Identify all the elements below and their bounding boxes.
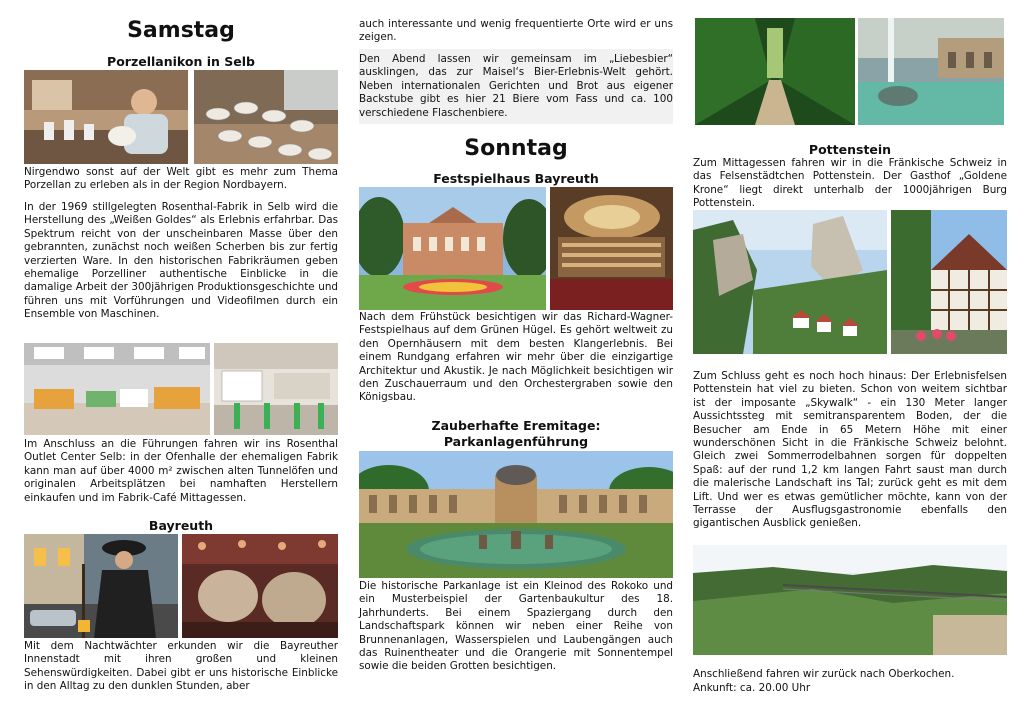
pottenstein-intro: Zum Mittagessen fahren wir in die Fränkische Schweiz in das Felsenstädtchen Pottenstein. Der Gasthof „Goldene Krone“ liegt direkt unterhalb der 1000jährigen Burg Pottenstein. xyxy=(693,157,1007,210)
day-heading-samstag: Samstag xyxy=(127,18,235,43)
bayreuth-continuation: auch interessante und wenig frequentierte Orte wird er uns zeigen. xyxy=(359,18,673,44)
photo-skywalk xyxy=(693,545,1007,655)
abend-description: Den Abend lassen wir gemeinsam im „Liebesbier“ ausklingen, das zur Maisel‘s Bier-Erlebnis-Welt gehört. Neben internationalen Gerichten und Brot aus eigener Backstube gibt es hier 21 Biere vom Fass und ca. 100 verschiedene Flaschenbiere. xyxy=(359,53,673,119)
photo-porzellan-molds xyxy=(194,70,338,164)
photo-laubengang xyxy=(695,18,855,125)
photo-brauerei-kessel xyxy=(182,534,338,638)
photo-fabrik-cafe xyxy=(214,343,338,435)
outlet-description: Im Anschluss an die Führungen fahren wir ins Rosenthal Outlet Center Selb: in der Ofenhalle der ehemaligen Fabrik kann man auf über 4000 m² zwischen alten Tunnelöfen und originalen Arbeitsplätzen bei namhaften Herstellern einkaufen und im Fabrik-Café Mittagessen. xyxy=(24,438,338,504)
photo-festspielhaus-interior xyxy=(550,187,673,310)
day-heading-sonntag: Sonntag xyxy=(464,136,568,161)
photo-festspielhaus-exterior xyxy=(359,187,546,310)
section-title-festspielhaus: Festspielhaus Bayreuth xyxy=(433,171,599,186)
section-title-porzellanikon: Porzellanikon in Selb xyxy=(107,54,255,69)
section-title-eremitage-line2: Parkanlagenführung xyxy=(443,434,589,449)
festspielhaus-body: Nach dem Frühstück besichtigen wir das Richard-Wagner-Festspielhaus auf dem Grünen Hügel. Es gehört weltweit zu den Opernhäusern mit dem besten Klangerlebnis. Bei einem Rundgang erfahren wir mehr über die einzigartige Architektur und Akustik. Je nach Möglichkeit besichtigen wir den Zuschauerraum und den Orchestergraben sowie den Königsbau. xyxy=(359,311,673,404)
photo-nachtwaechter xyxy=(24,534,178,638)
photo-porzellan-worker xyxy=(24,70,188,164)
bayreuth-body: Mit dem Nachtwächter erkunden wir die Bayreuther Innenstadt mit ihren großen und kleinen Sehenswürdigkeiten. Dabei gibt er uns historische Einblicke in den Alltag zu den dunklen Stunden, aber xyxy=(24,640,338,693)
section-title-eremitage-line1: Zauberhafte Eremitage: xyxy=(431,418,601,433)
porzellanikon-body: In der 1969 stillgelegten Rosenthal-Fabrik in Selb wird die Herstellung des „Weißen Goldes“ als Erlebnis erfahrbar. Das Spektrum reicht von der unscheinbaren Masse über den gebrannten, zunächst noch weißen Scherben bis zur fertig verzierten Ware. In den historischen Fabrikräumen geben ehemalige Porzelliner authentische Einblicke in die damalige Arbeit der 300jährigen Produktionsgeschichte und führen uns mit Vorführungen und Videofilmen durch ein Ensemble von Maschinen. xyxy=(24,201,338,321)
ankunft-text: Ankunft: ca. 20.00 Uhr xyxy=(693,682,811,694)
porzellanikon-intro: Nirgendwo sonst auf der Welt gibt es mehr zum Thema Porzellan zu erleben als in der Region Nordbayern. xyxy=(24,166,338,192)
photo-grotte-brunnen xyxy=(858,18,1004,125)
photo-pottenstein-felsen xyxy=(693,210,887,354)
rueckfahrt-text: Anschließend fahren wir zurück nach Oberkochen. xyxy=(693,668,955,680)
section-title-pottenstein: Pottenstein xyxy=(808,142,892,157)
section-title-bayreuth: Bayreuth xyxy=(148,518,214,533)
photo-eremitage-orangerie xyxy=(359,451,673,578)
photo-gasthof-goldene-krone xyxy=(891,210,1007,354)
eremitage-body: Die historische Parkanlage ist ein Kleinod des Rokoko und ein Musterbeispiel der Gartenbaukultur des 18. Jahrhunderts. Bei einem Spaziergang durch den Landschaftspark können wir neben einer Reihe von Brunnenanlagen, Wasserspielen und Laubengängen auch das Ruinentheater und die Orangerie mit Sonnentempel sowie die beiden Grotten besichtigen. xyxy=(359,580,673,673)
photo-outlet-center xyxy=(24,343,210,435)
skywalk-description: Zum Schluss geht es noch hoch hinaus: Der Erlebnisfelsen Pottenstein hat viel zu bieten. Schon von weitem sichtbar ist der imposante „Skywalk“ - ein 130 Meter langer Aussichtssteg mit semitransparentem Boden, der die Besucher am Ende in 65 Metern Höhe mit einer wunderschönen Sicht in die Fränkische Schweiz belohnt. Gleich zwei Sommerrodelbahnen sorgen für doppelten Spaß: auf der rund 1,2 km langen Fahrt saust man durch die malerische Landschaft ins Tal; zurück geht es mit dem Lift. Und wer es etwas gemütlicher möchte, kann von der Terrasse der Ausflugsgastronomie ebenfalls den gigantischen Ausblick genießen. xyxy=(693,370,1007,530)
